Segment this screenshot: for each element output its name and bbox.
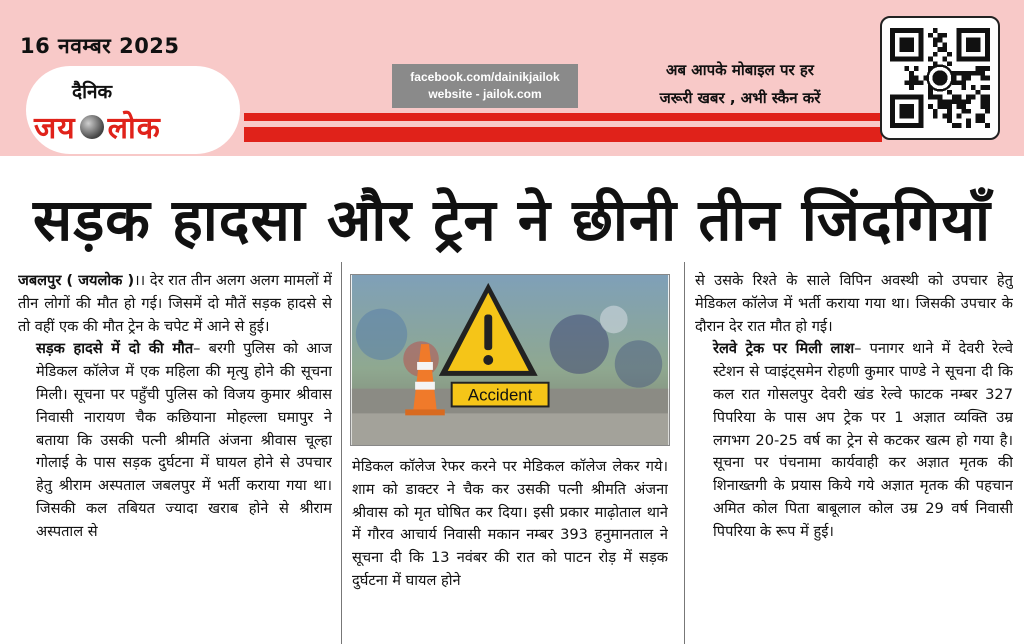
dateline: जबलपुर ( जयलोक ) [18,272,135,289]
logo-word-2: लोक [107,111,161,146]
logo-tagline: दैनिक [72,81,113,103]
article-column-3 [695,270,1013,644]
column-2-text: मेडिकल कॉलेज रेफर करने पर मेडिकल कॉलेज लेकर गये। शाम को डाक्टर ने चैक कर उसकी पत्नी श्रीमति अंजना श्रीवास को मृत घोषित कर दिया। इसी प्रकार माढ़ोताल थाने में गौरव आचार्य निवासी मकान नम्बर 393 हनुमानताल ने सूचना दी कि 13 नवंबर की रात को पाटन रोड़ में सड़क दुर्घटना में घायल होने [352,458,668,589]
issue-date: 16 नवम्बर 2025 [20,34,180,58]
accident-label: Accident [467,385,533,405]
lead-text: ।। देर रात तीन अलग अलग मामलों में तीन लोगों की मौत हो गई। जिसमें दो मौतें सड़क हादसे से तो वहीं एक की मौत ट्रेन के चपेट में आने से हुई। [18,272,332,335]
column-divider-left [341,262,342,644]
facebook-link[interactable]: facebook.com/dainikjailok [410,70,560,84]
mobile-promo [590,56,890,112]
paragraph-railway-track [695,338,1013,543]
qr-code-graphic [890,26,990,130]
masthead [0,0,1024,156]
logo-title[interactable] [34,106,161,147]
promo-line-2: जरूरी खबर , अभी स्कैन करें [659,89,821,107]
red-stripe-thin [244,113,882,121]
column-divider-right [684,262,685,644]
article-column-1 [18,270,332,644]
railway-track-text: – पनागर थाने में देवरी रेल्वे स्टेशन से प्वाइंट्समेन रोहणी कुमार पाण्डे ने सूचना दी कि कल रात गोसलपुर देवरी खंड रेल्वे फाटक नम्बर 327 पिपरिया के पास अप ट्रेक पर 1 अज्ञात व्यक्ति उम्र लगभग 20-25 वर्ष का ट्रेन से कटकर खत्म हो गया है। सूचना पर पंचनामा कार्यवाही कर अज्ञात मृतक की शिनाख्तगी के प्रयास किये गये अज्ञात मृतक की पहचान अमित कोल पिता बाबूलाल कोल उम्र 29 वर्ष निवासी पिपरिया के रूप में हुई। [713,340,1013,540]
social-links-box [392,64,578,108]
article-column-2 [352,456,668,644]
promo-line-1: अब आपके मोबाइल पर हर [666,61,814,79]
subheading-railway-track: रेलवे ट्रेक पर मिली लाश [713,340,855,358]
accident-photo [350,274,670,446]
headline: सड़क हादसा और ट्रेन ने छीनी तीन जिंदगियाँ [32,186,991,254]
road-accident-text: – बरगी पुलिस को आज मेडिकल कॉलेज में एक महिला की मृत्यु होने की सूचना मिली। सूचना पर पहुँची पुलिस को विजय कुमार श्रीवास निवासी नारायण चैक कछियाना मोहल्ला घमापुर ने बताया कि उसकी पत्नी श्रीमति अंजना श्रीवास चूल्हा गोलाई के पास सड़क दुर्घटना में घायल होने से उपचार हेतु श्रीराम अस्पताल जबलपुर में भर्ती कराया गया था। जिसकी कल तबियत ज्यादा खराब होने से श्रीराम अस्पताल से [36,340,332,540]
column-3-text: से उसके रिश्ते के साले विपिन अवस्थी को उपचार हेतु मेडिकल कॉलेज में भर्ती कराया गया था। जिसकी उपचार के दौरान देर रात मौत हो गई। [695,272,1013,335]
paragraph-road-accident [18,338,332,543]
website-link[interactable]: website - jailok.com [428,87,542,101]
lead-paragraph [18,270,332,338]
red-stripe-thick [244,127,882,142]
accident-illustration [351,275,669,445]
globe-icon [80,115,104,139]
logo-word-1: जय [34,111,76,146]
qr-code-icon[interactable] [880,16,1000,140]
subheading-road-accident: सड़क हादसे में दो की मौत [36,340,194,358]
